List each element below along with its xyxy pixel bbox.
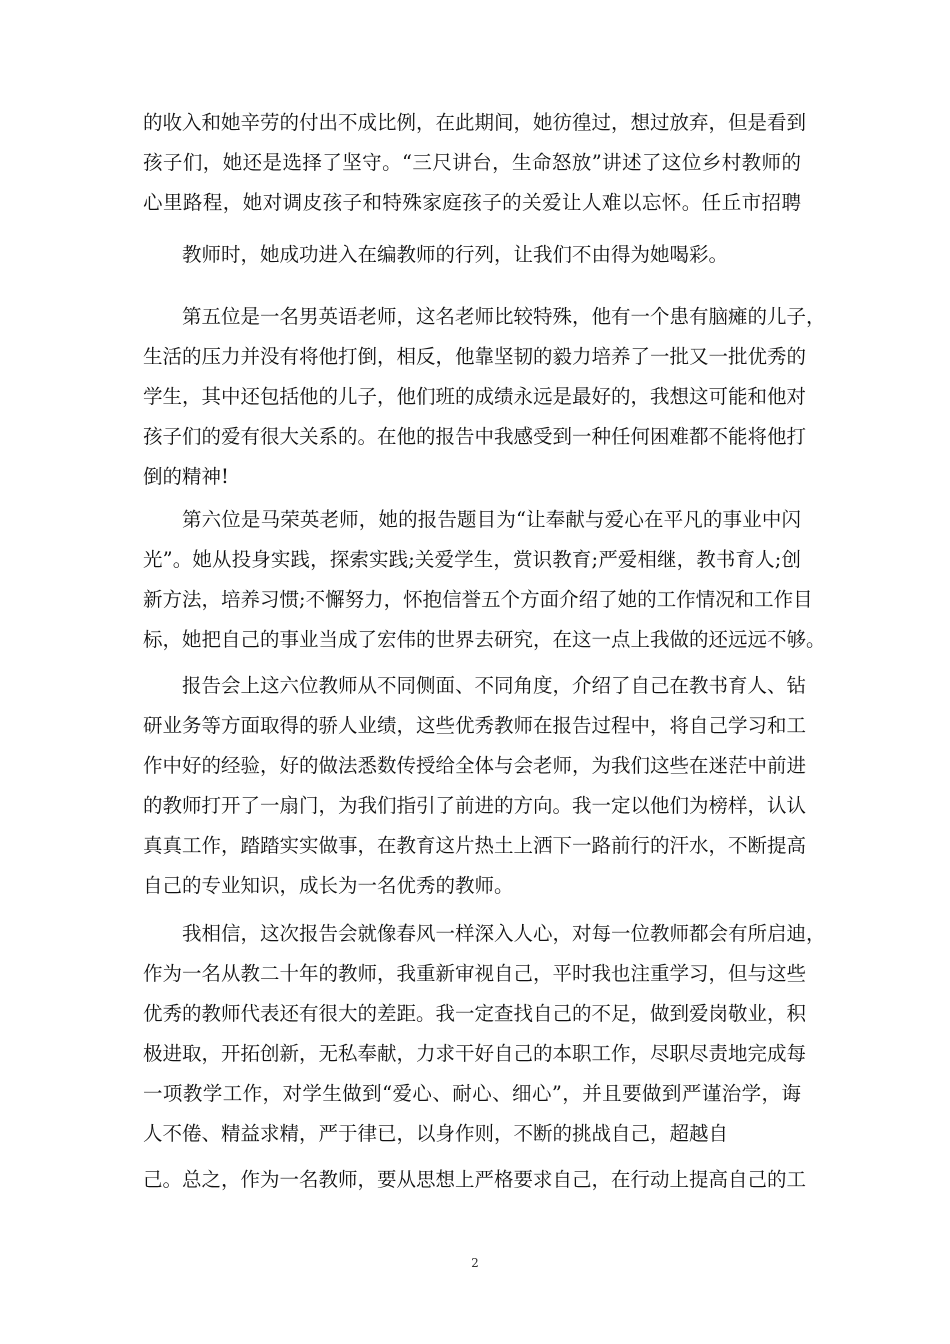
paragraph [143, 1160, 807, 1200]
text-line: 孩子们，她还是选择了坚守。“三尺讲台，生命怒放”讲述了这位乡村教师的 [143, 151, 801, 174]
text-line: 孩子们的爱有很大关系的。在他的报告中我感受到一种任何困难都不能将他打 [143, 425, 807, 448]
paragraph [143, 500, 826, 660]
text-line: 心里路程，她对调皮孩子和特殊家庭孩子的关爱让人难以忘怀。任丘市招聘 [143, 191, 801, 214]
text-line: 标，她把自己的事业当成了宏伟的世界去研究，在这一点上我做的还远远不够。 [143, 628, 826, 651]
text-line: 教师时，她成功进入在编教师的行列，让我们不由得为她喝彩。 [182, 243, 729, 266]
text-line: 优秀的教师代表还有很大的差距。我一定查找自己的不足，做到爱岗敬业，积 [143, 1002, 807, 1025]
paragraph [143, 914, 826, 1154]
paragraph [143, 103, 807, 223]
paragraph [143, 297, 826, 497]
paragraph [143, 666, 807, 906]
text-line: 极进取，开拓创新，无私奉献，力求干好自己的本职工作，尽职尽责地完成每 [143, 1042, 807, 1065]
text-line: 倒的精神! [143, 465, 229, 488]
text-line: 光”。她从投身实践，探索实践;关爱学生，赏识教育;严爱相继，教书育人;创 [143, 548, 801, 571]
text-line: 学生，其中还包括他的儿子，他们班的成绩永远是最好的，我想这可能和他对 [143, 385, 807, 408]
text-line: 研业务等方面取得的骄人业绩，这些优秀教师在报告过程中，将自己学习和工 [143, 714, 807, 737]
page-number: 2 [471, 1256, 479, 1270]
text-line: 第五位是一名男英语老师，这名老师比较特殊，他有一个患有脑瘫的儿子， [182, 305, 826, 328]
text-line: 的教师打开了一扇门，为我们指引了前进的方向。我一定以他们为榜样，认认 [143, 794, 807, 817]
text-line: 第六位是马荣英老师，她的报告题目为“让奉献与爱心在平凡的事业中闪 [182, 508, 801, 531]
text-line: 作为一名从教二十年的教师，我重新审视自己，平时我也注重学习，但与这些 [143, 962, 807, 985]
text-line: 人不倦、精益求精，严于律已，以身作则，不断的挑战自己，超越自 [143, 1122, 729, 1145]
paragraph [143, 235, 801, 275]
text-line: 真真工作，踏踏实实做事，在教育这片热土上洒下一路前行的汗水，不断提高 [143, 834, 807, 857]
text-line: 作中好的经验，好的做法悉数传授给全体与会老师，为我们这些在迷茫中前进 [143, 754, 807, 777]
text-line: 己。总之，作为一名教师，要从思想上严格要求自己，在行动上提高自己的工 [143, 1168, 807, 1191]
text-line: 我相信，这次报告会就像春风一样深入人心，对每一位教师都会有所启迪， [182, 922, 826, 945]
text-line: 新方法，培养习惯;不懈努力，怀抱信誉五个方面介绍了她的工作情况和工作目 [143, 588, 813, 611]
text-line: 自己的专业知识，成长为一名优秀的教师。 [143, 874, 514, 897]
text-line: 报告会上这六位教师从不同侧面、不同角度，介绍了自己在教书育人、钻 [182, 674, 807, 697]
text-line: 一项教学工作，对学生做到“爱心、耐心、细心”，并且要做到严谨治学，诲 [143, 1082, 801, 1105]
text-line: 的收入和她辛劳的付出不成比例，在此期间，她彷徨过，想过放弃，但是看到 [143, 111, 807, 134]
text-line: 生活的压力并没有将他打倒，相反，他靠坚韧的毅力培养了一批又一批优秀的 [143, 345, 807, 368]
